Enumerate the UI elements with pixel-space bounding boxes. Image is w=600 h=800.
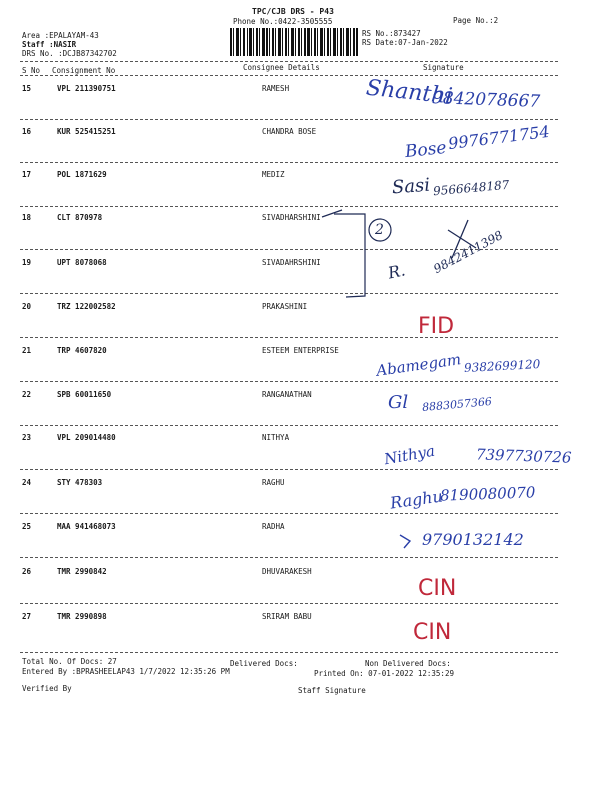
signature-row-22: Gl — [388, 392, 409, 413]
row-sno: 21 — [22, 346, 32, 355]
row-sno: 22 — [22, 390, 32, 399]
row-consignee: NITHYA — [262, 433, 290, 442]
row-consignment: POL 1871629 — [57, 170, 107, 179]
row-consignee: CHANDRA BOSE — [262, 127, 317, 136]
phone-row-22: 8883057366 — [421, 394, 493, 415]
row-sno: 25 — [22, 522, 32, 531]
phone-row-25: 9790132142 — [422, 530, 524, 549]
row-sno: 18 — [22, 213, 32, 222]
cross-mark — [448, 220, 476, 258]
row-consignee: MEDIZ — [262, 170, 285, 179]
row-sno: 20 — [22, 302, 32, 311]
row-sno: 27 — [22, 612, 32, 621]
row-consignment: STY 478303 — [57, 478, 103, 487]
phone-number: Phone No.:0422-3505555 — [233, 17, 333, 26]
entered-by: Entered By :BPRASHEELAP43 1/7/2022 12:35:26 PM — [22, 667, 230, 676]
printed-on: Printed On: 07-01-2022 12:35:29 — [314, 669, 454, 678]
staff-signature: Staff Signature — [298, 686, 366, 695]
circle-mark — [369, 219, 391, 241]
signature-row-16: Bose — [404, 137, 448, 163]
verified-by: Verified By — [22, 684, 72, 693]
delivered-docs: Delivered Docs: — [230, 659, 298, 668]
row-consignment: TRZ 122002582 — [57, 302, 116, 311]
row-consignee: RANGANATHAN — [262, 390, 312, 399]
rs-date: RS Date:07-Jan-2022 — [362, 38, 448, 47]
column-signature: Signature — [423, 63, 464, 72]
row-consignment: UPT 8078068 — [57, 258, 107, 267]
signature-row-24: Raghu — [388, 486, 444, 513]
status-row-20: FID — [418, 314, 455, 339]
initial-row-25 — [400, 535, 410, 548]
row-sno: 23 — [22, 433, 32, 442]
row-consignment: CLT 870978 — [57, 213, 103, 222]
phone-row-23: 7397730726 — [475, 445, 572, 467]
column-consignment: Consignment No — [52, 66, 116, 75]
phone-row-15: 9842078667 — [431, 88, 541, 112]
row-sno: 24 — [22, 478, 32, 487]
row-consignee: PRAKASHINI — [262, 302, 308, 311]
phone-row-17: 9566648187 — [432, 177, 510, 199]
row-sno: 16 — [22, 127, 32, 136]
status-row-27: CIN — [413, 620, 452, 645]
row-consignment: SPB 60011650 — [57, 390, 112, 399]
row-sno: 19 — [22, 258, 32, 267]
drs-number: DRS No. :DCJB87342702 — [22, 49, 117, 58]
bracket-stroke — [334, 214, 365, 297]
phone-row-16: 9976771754 — [447, 121, 551, 154]
row-sno: 26 — [22, 567, 32, 576]
row-consignment: VPL 209014480 — [57, 433, 116, 442]
signature-row-17: Sasi — [391, 174, 431, 199]
row-consignee: SIVADHARSHINI — [262, 213, 321, 222]
row-consignment: TMR 2990842 — [57, 567, 107, 576]
row-consignee: RAMESH — [262, 84, 290, 93]
row-sno: 17 — [22, 170, 32, 179]
staff-label: Staff :NASIR — [22, 40, 77, 49]
row-consignment: VPL 211390751 — [57, 84, 116, 93]
signature-row-21: Abamegam — [375, 350, 463, 380]
row-consignment: KUR 525415251 — [57, 127, 116, 136]
phone-row-19: 9842411398 — [431, 227, 506, 277]
row-consignment: MAA 941468073 — [57, 522, 116, 531]
row-consignee: SIVADAHRSHINI — [262, 258, 321, 267]
row-consignee: SRIRAM BABU — [262, 612, 312, 621]
rs-number: RS No.:873427 — [362, 29, 421, 38]
row-consignee: ESTEEM ENTERPRISE — [262, 346, 339, 355]
signature-row-15: Shanthi — [364, 75, 454, 110]
non-delivered-docs: Non Delivered Docs: — [365, 659, 451, 668]
row-consignment: TMR 2990898 — [57, 612, 107, 621]
signature-row-19: R. — [386, 260, 407, 283]
signature-row-23: Nithya — [382, 441, 437, 469]
status-row-26: CIN — [418, 576, 457, 601]
mark-row-18: 2 — [375, 222, 384, 238]
row-consignee: RADHA — [262, 522, 285, 531]
phone-row-24: 8190080070 — [439, 483, 536, 505]
row-consignee: RAGHU — [262, 478, 285, 487]
row-consignee: DHUVARAKESH — [262, 567, 312, 576]
row-consignment: TRP 4607820 — [57, 346, 107, 355]
row-sno: 15 — [22, 84, 32, 93]
column-sno: S No — [22, 66, 41, 75]
area-label: Area :EPALAYAM-43 — [22, 31, 99, 40]
page-number: Page No.:2 — [453, 16, 499, 25]
column-consignee: Consignee Details — [243, 63, 320, 72]
total-docs: Total No. Of Docs: 27 — [22, 657, 117, 666]
document-title: TPC/CJB DRS - P43 — [252, 7, 334, 16]
phone-row-21: 9382699120 — [463, 357, 541, 375]
